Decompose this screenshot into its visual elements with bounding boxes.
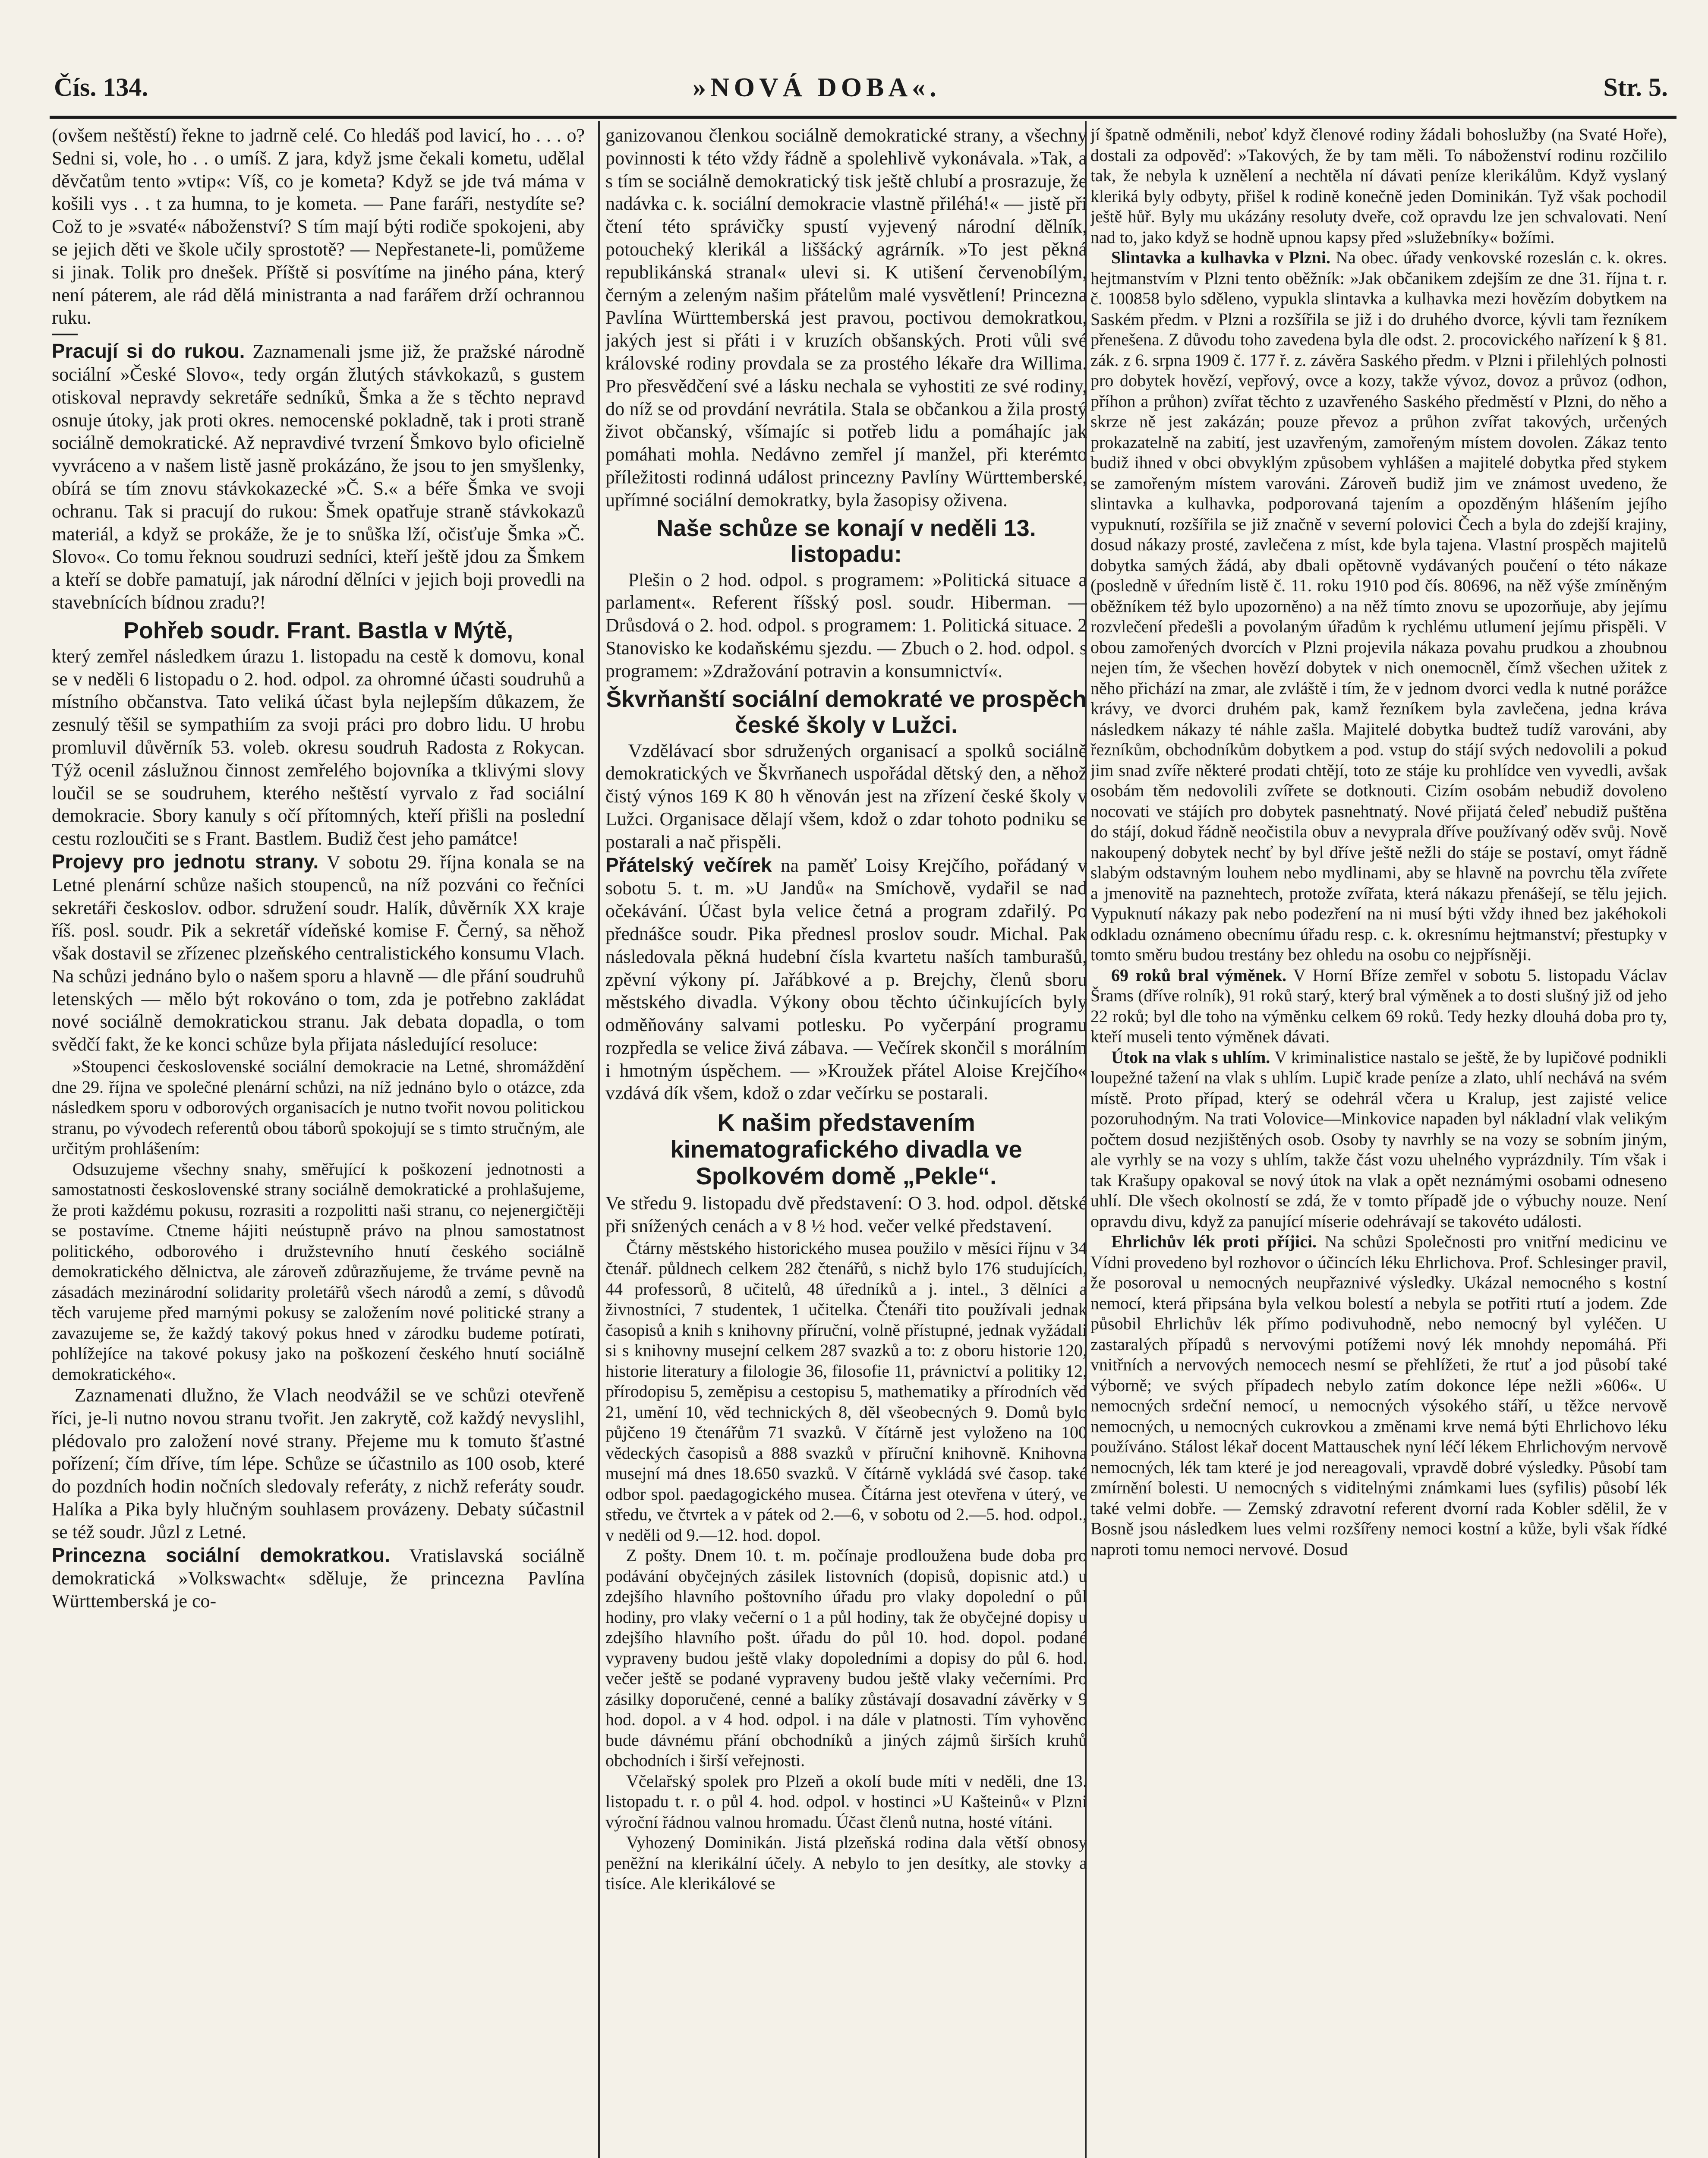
article-paragraph bbox=[52, 340, 585, 614]
article-text: V kriminalistice nastalo se ještě, že by lupičové podnikli loupežné tažení na vlak s uhlím. Lupič krade peníze a zlato, uhlí nechává na svém místě. Proto případ, který se odehrál včera u Kralup, jest zajisté velice pozoruhodným. Na trati Volovice—Minkovice napaden byl nákladní vlak velikým počtem dosud nezjištěných osob. Osoby ty navrhly se na vozy se sobním jiným, ale vyrhly se na vozy s uhlím, takže část vozu uhelného vyprázdnily. Tím však i tak Krašupy opakoval se nový útok na vlak a opět neznámými osobami odneseno uhlí. Dle všech okolností se zdá, že v tomto případě jde o výbuchy nouze. Není opravdu divu, když za panující míserie odehrávají se takovéto události. bbox=[1090, 1047, 1667, 1231]
article-headline: Ehrlichův lék proti příjici. bbox=[1111, 1232, 1317, 1251]
article-headline: Naše schůze se konají v neděli 13. listopadu: bbox=[656, 515, 1036, 567]
article-paragraph bbox=[52, 1544, 585, 1613]
article-text: V Horní Bříze zemřel v sobotu 5. listopadu Václav Šrams (dříve rolník), 91 roků starý, který bral výměnek a to dosti slušný již od jeho 22 roků; byl dle toho na výměnku celkem 69 roků. Tedy hezky dlouhá doba pro ty, kteří museli tento výměnek dávati. bbox=[1090, 965, 1667, 1046]
article-headline: K našim představením kinematografického divadla ve Spolkovém domě „Pekle“. bbox=[670, 1109, 1022, 1190]
article-paragraph: Vyhozený Dominikán. Jistá plzeňská rodina dala větší obnosy peněžní na klerikální účely. A nebylo to jen desítky, ale stovky a tisíce. Ale klerikálové se bbox=[605, 1833, 1087, 1893]
resolution-paragraph: Odsuzujeme všechny snahy, směřující k poškození jednotnosti a samostatnosti československé strany sociálně demokratické a prohlašujeme, že proti každému pokusu, rozrasiti a rozpolitti naši stranu, co nejenergičtěji se postavíme. Ctneme hájiti neústupně právo na plnou samostatnost politického, odborového i družstevního hnutí českého sociálně demokratického dělnictva, ale zároveň zdůrazňujeme, že trváme pevně na zásadách mezinárodní solidarity proletářů všech národů a zemí, s důvodů těch varujeme před marnými pokusy se založením nové politické strany a zavazujeme se, že každý takový pokus hned v zárodku budeme potírati, pohlížejíce na takové pokusy jako na poškození českého hnutí sociálně demokratického«. bbox=[52, 1159, 585, 1384]
article-paragraph: který zemřel následkem úrazu 1. listopadu na cestě k domovu, konal se v neděli 6 listopadu o 2. hod. odpol. za ohromné účasti soudruhů a místního občanstva. Tato veliká účast byla nejlepším důkazem, že zesnulý těšil se sympathiím za svoji práci pro dobro lidu. U hrobu promluvil důvěrník 53. voleb. okresu soudruh Radosta z Rokycan. Týž ocenil záslužnou činnost zemřelého bojovníka a tklivými slovy loučil se se soudruhem, kterého neštěstí vyrvalo z řad sociální demokracie. Sbory kanuly s očí přítomných, kteří přišli na poslední cestu rozloučiti se s Frant. Bastlem. Budiž čest jeho památce! bbox=[52, 645, 585, 849]
article-paragraph bbox=[1090, 965, 1667, 1047]
resolution-paragraph: »Stoupenci československé sociální demokracie na Letné, shromáždění dne 29. října ve společné plenární schůzi, na níž jednáno bylo o otázce, zda následkem sporu v odborových organisacích je nutno tvořit novou politickou stranu, po vývodech referentů obou táborů spokojují se s timto stručným, ale určitým prohlášením: bbox=[52, 1057, 585, 1158]
article-paragraph: jí špatně odměnili, neboť když členové rodiny žádali bohoslužby (na Svaté Hoře), dostali za odpověď: »Takových, že by tam měli. To náboženství rodinu rozčililo tak, že nebyla k uznělení a nechtěla ní dávati peníze klerikálům. Když vyslaný kleriká byly odbyty, přišel k rodině konečně jeden Dominikán. Tyž však pochodil ještě hůř. Byly mu ukázány resoluty dveře, což opravdu lze jen schvalovati. Není nad to, jako když se hodně upnou kapsy před »služebníky« božími. bbox=[1090, 125, 1667, 247]
article-headline: Útok na vlak s uhlím. bbox=[1111, 1047, 1270, 1067]
article-paragraph: ganizovanou členkou sociálně demokratické strany, a všechny povinnosti k této vždy řádně a spolehlivě vykonávala. »Tak, a s tím se sociálně demokratický tisk ještě chlubí a prosrazuje, že nadávka c. k. sociální demokracie vlastně přiléhá!« — jistě při čtení této správičky spustí vyjevený národní dělník, potoucheký klerikál a liššácký agrárník. »To jest pěkná republikánská stranal« ulevi si. K utišení červenobílým, černým a zeleným našim přátelům malé vysvětlení! Princezna Pavlína Württemberská jest pravou, poctivou demokratkou, jakých jest si přáti i v kruzích obšanských. Proti vůli své královské rodiny provdala se za prostého lékaře dra Willima. Pro přesvědčení své a lásku nechala se vyhostiti ze své rodiny, do níž se od provdání nevrátila. Stala se občankou a žila prostý život občanský, všímajíc si potřeb lidu a pomáhajíc jak pomáhati mohla. Nedávno zemřel jí manžel, při kterémto příležitosti rodinná událost princezny Pavlíny Württemberské, upřímné sociální demokratky, byla žasopisy oživena. bbox=[605, 125, 1087, 511]
article-paragraph bbox=[52, 850, 585, 1056]
article-paragraph: (ovšem neštěstí) řekne to jadrně celé. Co hledáš pod lavicí, ho . . . o? Sedni si, vole, ho . . o umíš. Z jara, když jsme čekali kometu, udělal děvčatům tento »vtip«: Víš, co je kometa? Když se jde tvá máma v košili vys . . t za humna, to je kometa. — Pane faráři, nestydíte se? Což to je »svaté« náboženství? S tím mají býti rodiče spokojeni, aby se jejich děti ve škole učily sprostotě? — Nepřestanete-li, pomůžeme si jinak. Tolik pro dnešek. Příště si posvítíme na jiného pána, který není páterem, ale rád dělá ministranta a nad farářem drží ochrannou ruku. bbox=[52, 125, 585, 328]
issue-number: Čís. 134. bbox=[54, 73, 148, 101]
article-headline: 69 roků bral výměnek. bbox=[1111, 965, 1286, 985]
column-divider bbox=[598, 121, 600, 2158]
article-paragraph: Čtárny městského historického musea použilo v měsíci říjnu v 34 čtenář. půldnech celkem 282 čtenářů, s nichž bylo 176 studujících, 44 professorů, 8 učitelů, 48 úředníků a j. intel., 3 dělníci a živnostníci, 7 studentek, 1 učitelka. Čtenáři tito používali jednak časopisů a knih s knihovny příruční, volně přístupné, jednak vyžádali si s knihovny musejní celkem 287 svazků a to: z oboru historie 120, historie literatury a filologie 36, filosofie 11, právnictví a politiky 12, přírodopisu 5, zeměpisu a cestopisu 5, mathematiky a přírodních věd 21, umění 10, věd technických 8, děl všeobecných 9. Domů bylo půjčeno 19 čtenářům 71 svazků. V čítárně jest vyloženo na 100 vědeckých časopisů a 888 svazků v příruční knihovně. Knihovna musejní má dnes 18.650 svazků. V čítárně vykládá své časop. také odbor spol. paedagogického musea. Čítárna jest otevřena v úterý, ve středu, ve čtvrtek a v pátek od 2.—6, v sobotu od 2.—5. hod. odpol., v neděli od 9.—12. hod. dopol. bbox=[605, 1238, 1087, 1545]
article-paragraph: Plešin o 2 hod. odpol. s programem: »Politická situace a parlament«. Referent říšský posl. soudr. Hiberman. — Drůsdová o 2. hod. odpol. s programem: 1. Politická situace. 2 Stanovisko ke kodaňskému sjezdu. — Zbuch o 2. hod. odpol. s programem: »Zdražování potravin a konsumnictví«. bbox=[605, 569, 1087, 681]
article-paragraph: Zaznamenati dlužno, že Vlach neodvážil se ve schůzi otevřeně říci, je-li nutno novou stranu tvořit. Jen zakrytě, což každý nevyslihl, plédovalo pro založení nové strany. Přejeme mu k tomuto šťastné pořízení; čím dříve, tím lépe. Schůze se účastnilo as 100 osob, které do pozdních hodin nočních sledovaly referáty, z nichž referáty soudr. Halíka a Pika byly hlučným souhlasem provázeny. Debaty súčastnil se též soudr. Jůzl z Letné. bbox=[52, 1385, 585, 1543]
column-1 bbox=[52, 124, 585, 2158]
page-header bbox=[50, 65, 1672, 112]
article-text: Vratislavská sociálně demokratická »Volkswacht« sděluje, že princezna Pavlína Württemberská je co- bbox=[52, 1545, 585, 1612]
page-number: Str. 5. bbox=[1603, 73, 1668, 101]
article-paragraph bbox=[1090, 1047, 1667, 1232]
article-paragraph: Ve středu 9. listopadu dvě představení: O 3. hod. odpol. dětské při snížených cenách a v 8 ½ hod. večer velké představení. bbox=[605, 1193, 1087, 1237]
article-text: Na obec. úřady venkovské rozeslán c. k. okres. hejtmanstvím v Plzni tento oběžník: »Jak občanikem zdejším ze dne 31. října t. r. č. 100858 bylo sděleno, vypukla slintavka a kulhavka mezi hovězím dobytkem na Saském předm. v Plzni a rozšířila se již i do druhého dvorce, kývli tam řezníkem přenešena. Z důvodu toho zavedena byla dle odst. 2. procovického nařízení k § 81. zák. z 6. srpna 1909 č. 177 ř. z. závěra Saského předm. v Plzni i přilehlých polnosti pro dobytek hovězí, vepřový, ovce a kozy, takže vývoz, dovoz a průvoz (odhon, příhon a průhon) zvířat těchto z uzavřeného Saského předměstí v Plzni, do něho a skrze ně jest zakázán; pouze převoz a průhon zvířat takových, určených prokazatelně na zabití, jest uzavřeným, zamořeným místem dovolen. Zákaz tento budiž ihned v obci obvyklým způsobem vyhlášen a majitelé dobytka před stykem se zamořeným místem varováni. Zároveň budiž jim ve známost uvedeno, že slintavka a kulhavka, podporovaná tajením a opozděným hlášením jejího vypuknutí, rozšířila se již značně v severní polovici Čech a byla do zdejší krajiny, dosud nákazy prosté, zavlečena z míst, kde byla tajena. Vlastní prospěch majitelů dobytka samých žádá, aby dbali opětovně vydávaných poučení o této nákaze (posledně v úředním listě č. 11. roku 1910 pod čís. 80696, na něž výše zmíněným oběžníkem též bylo upozorněno) a na něž tímto znovu se upozorňuje, aby jejímu rozvlečení předešli a povolaným úřadům k rychlému utlumení jejímu přispěli. V obou zamořených dvorcích v Plzni projevila nákaza povahu prudkou a zhoubnou nejen tím, že všechen hovězí dobytek v nich onemocněl, čímž všechen užitek z něho přichází na zmar, ale zvláště i tím, že v jednom dvorci vedla k nutné porážce krávy, ve dvorci druhém pak, kamž řezníkem byla zavlečena, jedna kráva následkem nákazy té náhle zašla. Majitelé dobytka budtež tudíž varováni, aby řezníkům, obchodníkům dobytkem a pod. vstup do stájí svých nedovolili a pokud jim snad zvíře některé prodati chtějí, toto ze stáje ku prohlídce ven vyvedli, avšak osobám těm nedovolili zvířete se dotknouti. Cizím osobám nebudiž dovoleno nocovati ve stájích pro dobytek pasnehtnatý. Nové přijatá čeleď nebudiž puštěna do stájí, dokud řádně neočistila obuv a nevyprala dříve používaný oděv svůj. Nově nakoupený dobytek nechť by byl dříve ještě nežli do stáje se postaví, omyt řádně slabým odstavným louhem nebo mydlinami, aby se hlavně na povrchu těla zvířete a jmenovitě na paznehtech, protože zvířata, která nákazu přenášejí, se tělu jejich. Vypuknutí nákazy pak nebo podezření na ni musí býti vždy ihned bez jakéhokoli odkladu oznámeno obecnímu úřadu resp. c. k. okresnímu hejtmanství; přestupky v tomto směru budou trestány bez ohledu na osobu co nejpřísněji. bbox=[1090, 248, 1667, 964]
article-paragraph bbox=[1090, 247, 1667, 965]
article-paragraph: Z pošty. Dnem 10. t. m. počínaje prodloužena bude doba pro podávání obyčejných zásilek listovních (dopisů, dopisnic atd.) u zdejšího hlavního poštovního úřadu pro vlaky dopolední o půl hodiny, pro vlaky večerní o 1 a půl hodiny, tak že obyčejné dopisy u zdejšího hlavního pošt. úřadu do půl 10. hod. dopol. podané vypraveny budou ještě vlaky dopoledními a dopisy do půl 6. hod. večer ještě se podané vypraveny budou ještě vlaky večerními. Pro zásilky doporučené, cenné a balíky zůstávají dosavadní závěrky v 9 hod. dopol. a v 4 hod. odpol. i na dále v platnosti. Tím vyhověno bude dávnému přání obchodníků a jiných zájmů širších kruhů obchodních i širší veřejnosti. bbox=[605, 1546, 1087, 1770]
article-text: Zaznamenali jsme již, že pražské národně sociální »České Slovo«, tedy orgán žlutých stávkokazů, s gustem otiskoval nepravdy sekretáře sedníků, Šmka a že s těchto nepravd osnuje útoky, jak proti okres. nemocenské pokladně, tak i proti straně sociálně demokratické. Až nepravdivé tvrzení Šmkovo bylo oficielně vyvráceno a v našem listě jasně prokázáno, že jsou to jen smyšlenky, obírá se tím znovu stávkokazecké »Č. S.« a béře Šmka ve svoji ochranu. Tak si pracují do rukou: Šmek opatřuje straně stávkokazů materiál, a když se prokáže, že je to snůška lží, očisťuje Šmka »Č. Slovo«. Co tomu řeknou soudruzi sedníci, kteří ještě jdou za Šmkem a kteří se dobře pamatují, jak národní dělníci v jejich boji provedli na stavebnících bídnou zradu?! bbox=[52, 341, 585, 613]
article-headline: Projevy pro jednotu strany. bbox=[52, 850, 319, 873]
article-text: V sobotu 29. října konala se na Letné plenární schůze našich stoupenců, na níž pozváni co řečníci sekretáři českoslov. odbor. sdružení soudr. Halík, důvěrník XX kraje říš. posl. soudr. Pik a sekretář vídeňské komise F. Černý, sa něhož však dostavil se zřízenec plzeňského centralistického konsumu Vlach. Na schůzi jednáno bylo o našem sporu a hlavně — dle přání soudruhů letenských — mělo být rokováno o tom, zda je potřebno zakládat nové sociálně demokratickou stranu. Jak debata dopadla, o tom svědčí fakt, že ke konci schůze byla přijata následující resoluce: bbox=[52, 851, 585, 1055]
article-headline: Škvrňanští sociální demokraté ve prospěch české školy v Lužci. bbox=[606, 686, 1087, 738]
article-text: na paměť Loisy Krejčího, pořádaný v sobotu 5. t. m. »U Jandů« na Smíchově, vydařil se nad očekávání. Účast byla velice četná a program zdařilý. Po přednášce soudr. Pika přednesl proslov soudr. Michal. Pak následovala pěkná hudební čísla kvartetu naších tamburašů, zpěvní výkony pí. Jařábkové a p. Brejchy, členů sboru městského divadla. Výkony obou těchto účinkujících byly odměňovány salvami potlesku. Po vyčerpání programu rozpředla se velice živá zábava. — Večírek skončil s morálním i hmotným úspěchem. — »Kroužek přátel Aloise Krejčího« vzdává dík všem, kdož o zdar večírku se postarali. bbox=[605, 855, 1087, 1104]
article-paragraph bbox=[1090, 1231, 1667, 1559]
article-headline: Pohřeb soudr. Frant. Bastla v Mýtě, bbox=[123, 617, 514, 644]
column-2 bbox=[605, 124, 1087, 2158]
masthead-title: »NOVÁ DOBA«. bbox=[693, 73, 941, 102]
column-3 bbox=[1090, 124, 1667, 2158]
article-headline: Slintavka a kulhavka v Plzni. bbox=[1111, 248, 1331, 267]
article-headline: Pracují si do rukou. bbox=[52, 340, 245, 363]
article-paragraph: Vzdělávací sbor sdružených organisací a spolků sociálně demokratických ve Škvrňanech uspořádal dětský den, a něhož čistý výnos 169 K 80 h věnován jest na zřízení české školy v Lužci. Organisace dělají všem, kdož o zdar tohoto podniku se postarali a nač přispěli. bbox=[605, 740, 1087, 852]
article-paragraph: Včelařský spolek pro Plzeň a okolí bude míti v neděli, dne 13. listopadu t. r. o půl 4. hod. odpol. v hostinci »U Kašteinů« v Plzni výroční řádnou valnou hromadu. Účast členů nutna, hosté vítáni. bbox=[605, 1771, 1087, 1832]
header-rule bbox=[50, 116, 1676, 119]
separator bbox=[52, 334, 78, 335]
article-text: Na schůzi Společnosti pro vnitřní medicinu ve Vídni provedeno byl rozhovor o účincích léku Ehrlichova. Prof. Schlesinger pravil, že posoroval u nemocných neupřaznivé výsledky. Ukázal nemocného s kostní nemocí, která připsána byla velkou bolestí a nebyla se potřiti rtutí a jodem. Zde působil Ehrlichův lék přímo podivuhodně, nebo nemocný byl vyléčen. U zastaralých případů s nervovými potížemi nový lék mnohdy nepomáhá. Při vnitřních a nervových nemocech nesmí se přehlížeti, že rtuť a jod působí také výborně; ve svých případech nebylo zatím dokonce lépe nežli »606«. U nemocných srdeční nemocí, u nemocných výsokého stáří, u těžce nervově nemocných, u nemocných cukrovkou a změnami krve nemá býti Ehrlichovo léku používáno. Stálost lékař docent Mattauschek nyní léčí lékem Ehrlichovým nervově nemocných, lék tam které je jod nereagovali, vpravdě dobré výsledky. Působí tam zmírnění bolesti. U nemocných s viditelnými známkami lues (syfilis) působí lék také velmi dobře. — Zemský zdravotní referent dvorní rada Kobler sdělil, že v Bosně jsou následkem lues velmi rozšířeny nemoci kostní a kůže, byli však řídké naproti tomu nemoci nervové. Dosud bbox=[1090, 1232, 1667, 1559]
article-headline: Princezna sociální demokratkou. bbox=[52, 1543, 391, 1566]
article-headline: Přátelský večírek bbox=[605, 853, 772, 876]
article-paragraph bbox=[605, 854, 1087, 1105]
